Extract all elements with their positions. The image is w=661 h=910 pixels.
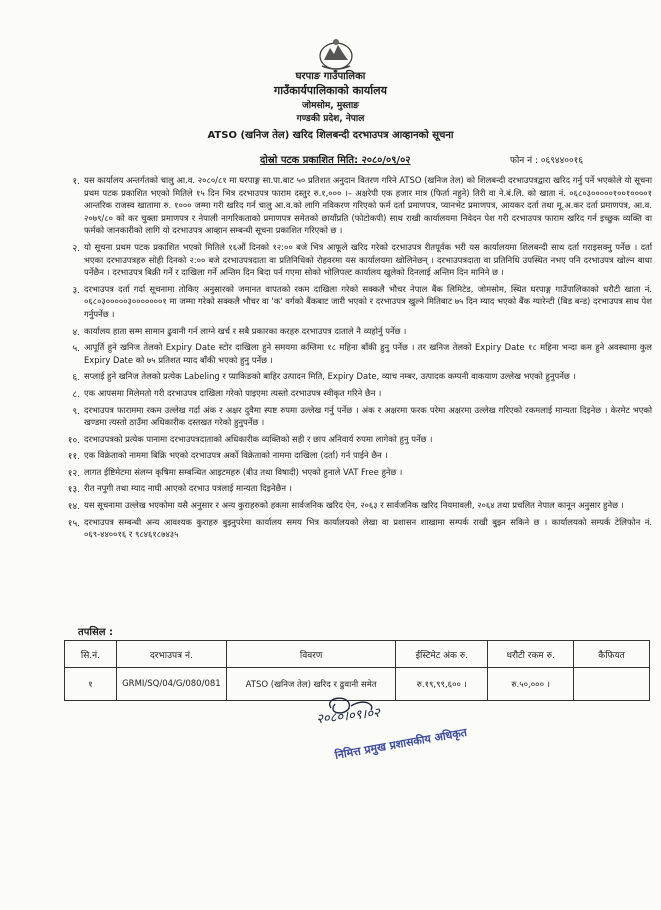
office-title: गाउँकार्यपालिकाको कार्यालय	[274, 84, 387, 97]
table-cell	[574, 668, 650, 701]
list-item	[72, 370, 652, 384]
list-item	[67, 482, 652, 496]
list-item	[72, 174, 652, 237]
table-cell: १	[65, 668, 117, 701]
notice-title: ATSO (खनिज तेल) खरिद शिलबन्दी दरभाउपत्र आव्हानको सूचना	[207, 130, 454, 141]
list-item	[67, 466, 652, 479]
table-cell: ATSO (खनिज तेल) खरिद र ढुवानी समेत	[226, 668, 396, 701]
item-number: २.	[72, 243, 80, 254]
phone-number: फोन नं : ०६९४४००१६	[510, 156, 583, 166]
goods-table	[64, 640, 650, 701]
column-header: ईस्टिमेट अंक रु.	[396, 641, 488, 668]
list-item	[72, 387, 652, 400]
officer-stamp: निमित्त प्रमुख प्रशासकीय अधिकृत	[333, 725, 468, 762]
item-number: १५.	[67, 518, 80, 529]
item-text: यस सूचनामा उल्लेख भएकोमा यसै अनुसार र अन्य कुराहरुको हकमा सार्वजनिक खरिद ऐन, २०६३ र सार्वजनिक खरिद नियमावली, २०६४ तथा प्रचलित नेपाल कानून अनुसार हुनेछ ।	[84, 500, 624, 511]
item-text: दरभाउपत्रको प्रत्येक पानामा दरभाउपत्रदाताको अधिकारीक व्यक्तिको सही र छाप अनिवार्य रुपमा लागेको हुनु पर्नेछ ।	[84, 433, 433, 444]
list-item	[67, 516, 652, 541]
item-text: दरभाउपत्र सम्बन्धी अन्य आवश्यक कुराहरु बुझ्नुपरेमा कार्यालय समय भित्र कार्यालयको लेखा वा प्रशासन शाखामा सम्पर्क राखी बुझ्न सकिने छ । कार्यालयको सम्पर्क टेलिफोन नं. ०६९-४४००१६ र ९८४६१८७४३५	[84, 516, 652, 540]
list-item	[72, 325, 652, 338]
office-name: घरपाङ गाउँपालिका	[295, 71, 366, 82]
column-header: सि.नं.	[65, 641, 117, 668]
item-text: लागत ईष्टिमेटमा संलग्न कृषिमा सम्बन्धित आइटमहरु (बीउ तथा विषादी) भएको हुनाले VAT Free हुनेछ ।	[84, 466, 403, 477]
list-item	[67, 433, 652, 446]
item-text: सप्लाई हुने खनिज तेलको प्रत्येक Labeling र प्याकिङको बाहिर उत्पादन मिति, Expiry Date, व्याच नम्बर, उत्पादक कम्पनी वाकयाण उल्लेख भएको हुनुपर्नेछ ।	[84, 371, 576, 382]
office-province: गण्डकी प्रदेश, नेपाल	[296, 114, 365, 124]
item-text: रीत नपुगी तथा म्याद नाघी आएको दरभाउ पत्रलाई मान्यता दिइनेछैन ।	[84, 483, 292, 494]
list-item	[67, 499, 652, 513]
item-number: १२.	[67, 468, 80, 479]
list-item	[72, 283, 652, 321]
list-item	[72, 241, 652, 279]
item-number: ५.	[72, 344, 80, 355]
item-text: यो सूचना प्रथम पटक प्रकाशित भएको मितिले १६औं दिनको १२:०० बजे भित्र आफूले खरिद गरेको दरभाउपत्र रीतपूर्वक भरी यस कार्यालयमा शिलबन्दी साथ दर्ता गराइसक्नु पर्नेछ । दर्ता भएका दरभाउपत्रहरु सोही दिनको २:०० बजे दरभाउपत्रदाता वा प्रतिनिधिको रोहवरमा यस कार्यालयमा खोलिनेछन् । दरभाउपत्रदाता वा प्रतिनिधि उपस्थित नभए पनि दरभाउपत्र खोल्न बाधा पर्नेछैन । दरभाउपत्र बिक्री गर्ने र दाखिला गर्ने अन्तिम दिन बिदा पर्न गएमा सोको भोलिपल्ट कार्यालय खुलेको दिनलाई अन्तिम दिन मानिने छ ।	[84, 241, 652, 278]
publish-date: दोस्रो पटक प्रकाशित मिति: २०८०/०९/०२	[260, 155, 411, 166]
item-number: १०.	[67, 435, 80, 446]
signature-date: २०८०।०९।०२	[315, 705, 381, 728]
table-cell: GRMI/SQ/04/G/080/081	[116, 668, 226, 701]
item-text: दरभाउपत्र फाराममा रकम उल्लेख गर्दा अंक र अक्षर दुवैमा स्पष्ट रुपमा उल्लेख गर्नु पर्नेछ । अंक र अक्षरमा फरक परेमा अक्षरमा उल्लेख गरिएको रकमलाई मान्यता दिइनेछ । केरमेट भएको खण्डमा त्यस्तो ठाउँमा अधिकारीक दस्तखत गरेको हुनुपर्नेछ ।	[84, 404, 652, 428]
item-number: ९.	[72, 406, 80, 417]
table-cell: रु.५०,००० ।	[488, 668, 574, 701]
item-text: आपूर्ति हुने खनिज तेलको Expiry Date स्टोर दाखिला हुने समयमा कम्तिमा १८ महिना बाँकी हुनु पर्नेछ । तर खनिज तेलको Expiry Date १८ महिना भन्दा कम हुने अवस्थामा कुल Expiry Date को ७५ प्रतिशत म्याद बाँकी भएको हुनु पर्नेछ ।	[84, 342, 652, 365]
table-header-row	[65, 641, 650, 668]
item-number: ४.	[72, 327, 80, 338]
item-number: ११.	[67, 452, 80, 463]
office-address: जोमसोम, मुस्ताङ	[302, 101, 359, 111]
item-text: एक विक्रेताको नाममा बिक्रि भएको दरभाउपत्र अर्को विक्रेताको नाममा दाखिला (दर्ता) गर्न पाईने छैन ।	[84, 450, 388, 461]
item-text: दरभाउपत्र दर्ता गर्दा सूचनामा तोकिए अनुसारको जमानत वापतको रकम दाखिला गरेको सक्कलै भौचर नेपाल बैंक लिमिटेड, जोमसोम, स्थित घरपाङ्ग गाउँपालिकाको धरौटी खाता नं. ०६८०३०००००३०००००००१ मा जम्मा गरेको सक्कलै भौचर वा 'क' वर्गको बैंकबाट जारी भएको र दरभाउपत्र खुल्ने मितिबाट ७५ दिन म्याद भएको बैंक ग्यारेन्टी (बिड बन्ड) दरभाउपत्र साथ पेश गर्नुपर्नेछ ।	[84, 283, 652, 319]
item-number: ३.	[72, 285, 80, 296]
list-item	[72, 341, 652, 366]
list-item	[67, 449, 652, 463]
item-number: १.	[72, 177, 80, 187]
item-number: १३.	[67, 485, 80, 496]
table-cell: रु.१९,९९,६०० ।	[396, 668, 488, 701]
government-emblem-icon	[316, 36, 356, 72]
item-number: ६.	[72, 373, 80, 384]
item-text: यस कार्यालय अन्तर्गतको चालु आ.व. २०८०/८१ मा घरपाङ्ग सा.पा.बाट ५० प्रतिशत अनुदान वितरण गरिने ATSO (खनिज तेल) को शिलबन्दी दरभाउपत्रद्वारा खरिद गर्नु पर्ने भएकोले यो सूचना प्रथम पटक प्रकाशित भएको मितिले १५ दिन भित्र दरभाउपत्र फाराम दस्तुर रु.१,००० ।– अक्षरेपी एक हजार मात्र (फिर्ता नहुने) तिरी वा ने.बं.लि. को खाता नं. ०६८०३०००००१००१००००१ आन्तरिक राजस्व खातामा रु. १००० जम्मा गरी खरिद गर्न चालु आ.व.को लागि नविकरण गरिएको फर्म दर्ता प्रमाणपत्र, प्यानभेट प्रमाणपत्र, आयकर दर्ता तथा मू.अ.कर दर्ता प्रमाणपत्र, आ.व. २०७९/८० को कर चुक्ता प्रमाणपत्र र नेपाली नागरिकताको प्रमाणपत्र समेतको छायाँप्रति (फोटोकपी) साथ राखी कार्यालयमा निवेदन पेश गरी दरभाउपत्र फाराम खरिद गर्न इच्छुक व्यक्ति वा फर्मको जानकारीको लागि यो दरभाउपत्र आव्हान सम्बन्धी सूचना प्रकाशित गरिएको छ ।	[84, 175, 652, 236]
item-number: १४.	[67, 502, 80, 513]
schedule-label: तपसिल :	[78, 627, 113, 638]
column-header: कैफियत	[574, 641, 650, 668]
item-text: एक आपसमा मिलेमतो गरी दरभाउपत्र दाखिला गरेको पाइएमा त्यस्तो दरभाउपत्र स्वीकृत गरिने छैन ।	[84, 387, 382, 398]
item-number: ८.	[72, 389, 80, 400]
column-header: दरभाउपत्र नं.	[116, 641, 226, 668]
list-item	[72, 404, 652, 429]
item-text: कार्यालय हाता सम्म सामान ढुवानी गर्न लाग्ने खर्च र सबै प्रकारका करहरु दरभाउपत्र दाताले नै व्यहोर्नु पर्नेछ ।	[84, 325, 407, 336]
column-header: विवरण	[226, 641, 396, 668]
column-header: धरौटी रकम रु.	[488, 641, 574, 668]
notice-items	[67, 174, 652, 545]
